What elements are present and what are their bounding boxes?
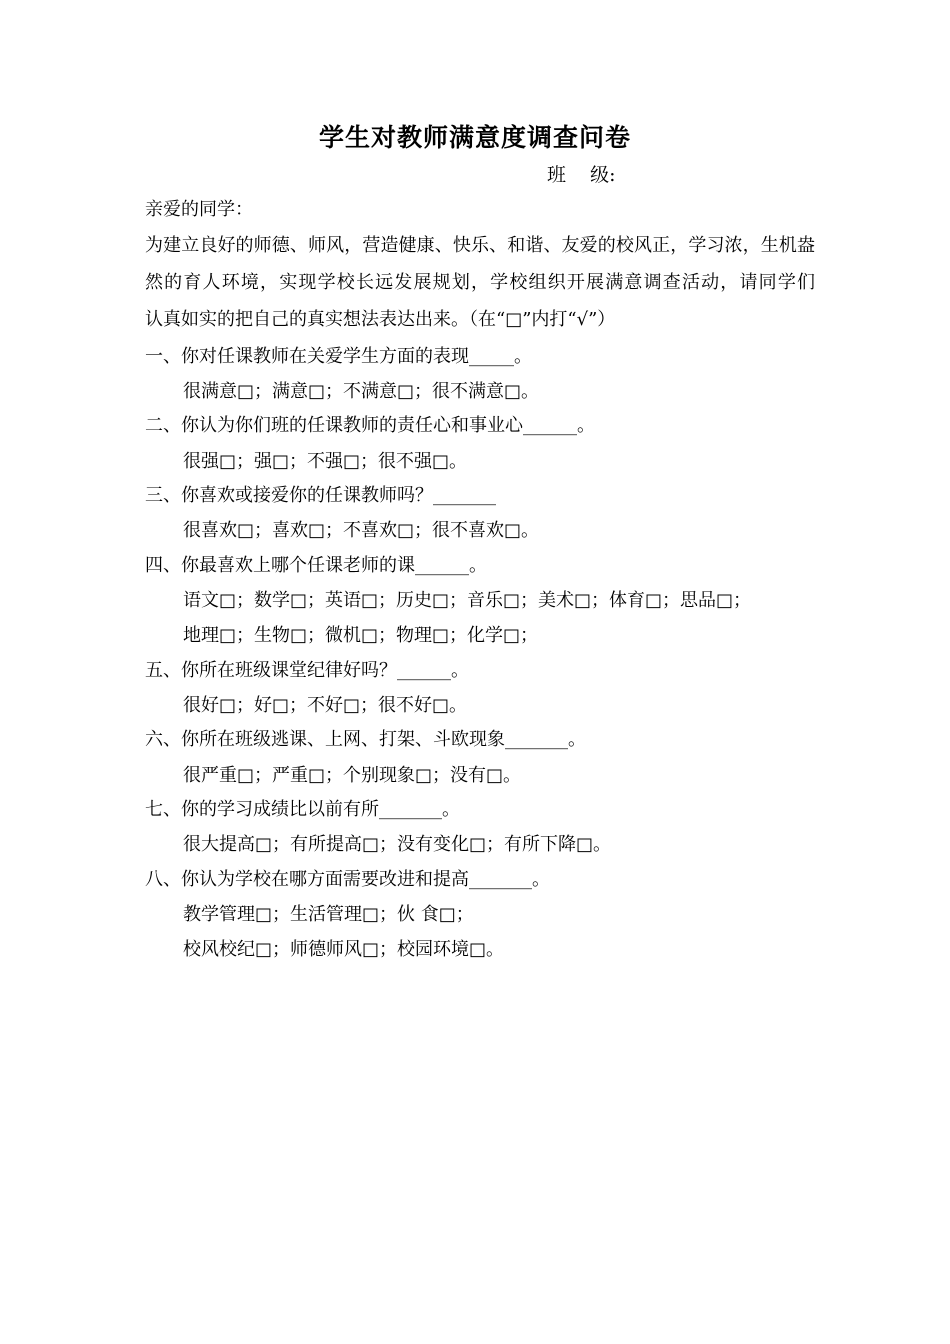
intro-line-1: 为建立良好的师德、师风，营造健康、快乐、和谐、友爱的校风正，学习浓，生机盎	[145, 235, 815, 256]
question-6-options[interactable]: 很严重□；严重□；个别现象□；没有□。	[183, 765, 522, 786]
question-4: 四、你最喜欢上哪个任课老师的课______。	[145, 555, 487, 576]
class-field-label: 班 级:	[547, 164, 616, 186]
question-2: 二、你认为你们班的任课教师的责任心和事业心______。	[145, 415, 595, 436]
question-1-options[interactable]: 很满意□；满意□；不满意□；很不满意□。	[183, 381, 540, 402]
question-5: 五、你所在班级课堂纪律好吗？______。	[145, 660, 469, 681]
intro-line-3: 认真如实的把自己的真实想法表达出来。（在“□”内打“√”）	[145, 309, 616, 330]
question-4-options-row-2[interactable]: 地理□；生物□；微机□；物理□；化学□；	[183, 625, 539, 646]
question-3: 三、你喜欢或接爱你的任课教师吗？_______	[145, 485, 496, 506]
question-8-options-row-2[interactable]: 校风校纪□；师德师风□；校园环境□。	[183, 939, 505, 960]
question-8: 八、你认为学校在哪方面需要改进和提高_______。	[145, 869, 550, 890]
question-8-options-row-1[interactable]: 教学管理□；生活管理□；伙 食□；	[183, 904, 474, 925]
page-title: 学生对教师满意度调查问卷	[318, 123, 631, 152]
question-4-options-row-1[interactable]: 语文□；数学□；英语□；历史□；音乐□；美术□；体育□；思品□；	[183, 590, 752, 611]
question-1: 一、你对任课教师在关爱学生方面的表现_____。	[145, 346, 532, 367]
intro-line-2: 然的育人环境，实现学校长远发展规划，学校组织开展满意调查活动，请同学们	[145, 272, 815, 293]
question-7: 七、你的学习成绩比以前有所_______。	[145, 799, 460, 820]
question-3-options[interactable]: 很喜欢□；喜欢□；不喜欢□；很不喜欢□。	[183, 520, 540, 541]
greeting: 亲爱的同学：	[145, 199, 253, 220]
question-2-options[interactable]: 很强□；强□；不强□；很不强□。	[183, 451, 468, 472]
question-5-options[interactable]: 很好□；好□；不好□；很不好□。	[183, 695, 468, 716]
question-6: 六、你所在班级逃课、上网、打架、斗欧现象_______。	[145, 729, 586, 750]
question-7-options[interactable]: 很大提高□；有所提高□；没有变化□；有所下降□。	[183, 834, 612, 855]
